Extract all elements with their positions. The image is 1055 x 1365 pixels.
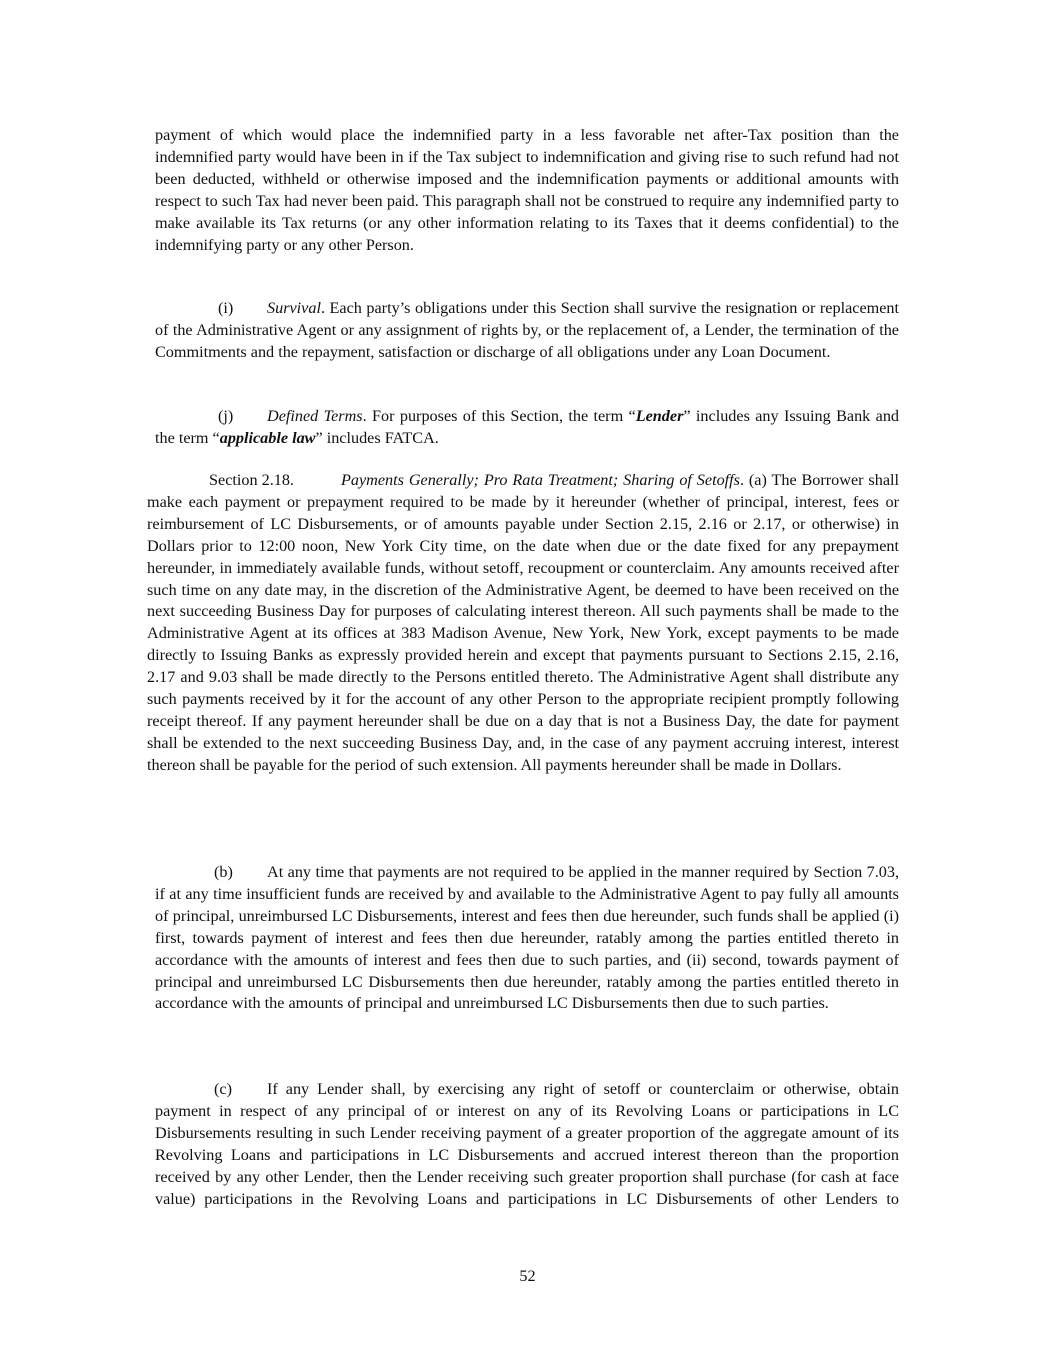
section-title: Payments Generally; Pro Rata Treatment; Sharing of Setoffs <box>341 471 740 489</box>
paragraph-heading: Defined Terms <box>267 407 363 425</box>
paragraph-text: If any Lender shall, by exercising any right of setoff or counterclaim or otherwise, obtain payment in respect of any principal of or interest on any of its Revolving Loans or participations in LC Disbursements resulting in such Lender receiving payment of a greater proportion of the aggregate amount of its Revolving Loans and participations in LC Disbursements and accrued interest thereon than the proportion received by any other Lender, then the Lender receiving such greater proportion shall purchase (for cash at face value) participations in the Revolving Loans and participations in LC Disbursements of other Lenders to <box>155 1080 899 1208</box>
defined-term-applicable-law: applicable law <box>219 428 316 447</box>
paragraph-i: (i) Survival. Each party’s obligations under this Section shall survive the resignation or replacement of the Administrative Agent or any assignment of rights by, or the replacement of, a Lender, the termination of the Commitments and the repayment, satisfaction or discharge of all obligations under any Loan Document. <box>155 299 899 361</box>
paragraph-number: (i) <box>218 299 234 317</box>
paragraph-number: (b) <box>214 863 233 881</box>
section-2-18: Section 2.18. Payments Generally; Pro Rata Treatment; Sharing of Setoffs. (a) The Borrower shall make each payment or prepayment required to be made by it hereunder (whether of principal, interest, fees or reimbursement of LC Disbursements, or of amounts payable under Section 2.15, 2.16 or 2.17, or otherwise) in Dollars prior to 12:00 noon, New York City time, on the date when due or the date fixed for any prepayment hereunder, in immediately available funds, without setoff, recoupment or counterclaim. Any amounts received after such time on any date may, in the discretion of the Administrative Agent, be deemed to have been received on the next succeeding Business Day for purposes of calculating interest thereon. All such payments shall be made to the Administrative Agent at its offices at 383 Madison Avenue, New York, New York, except payments to be made directly to Issuing Banks as expressly provided herein and except that payments pursuant to Sections 2.15, 2.16, 2.17 and 9.03 shall be made directly to the Persons entitled thereto. The Administrative Agent shall distribute any such payments received by it for the account of any other Person to the appropriate recipient promptly following receipt thereof. If any payment hereunder shall be due on a day that is not a Business Day, the date for payment shall be extended to the next succeeding Business Day, and, in the case of any payment accruing interest, interest thereon shall be payable for the period of such extension. All payments hereunder shall be made in Dollars. <box>147 471 899 774</box>
paragraph-number: (j) <box>218 407 234 425</box>
section-text: (a) The Borrower shall make each payment or prepayment required to be made by it hereunder (whether of principal, interest, fees or reimbursement of LC Disbursements, or of amounts payable under Section 2.15, 2.16 or 2.17, or otherwise) in Dollars prior to 12:00 noon, New York City time, on the date when due or the date fixed for any prepayment hereunder, in immediately available funds, without setoff, recoupment or counterclaim. Any amounts received after such time on any date may, in the discretion of the Administrative Agent, be deemed to have been received on the next succeeding Business Day for purposes of calculating interest thereon. All such payments shall be made to the Administrative Agent at its offices at 383 Madison Avenue, New York, New York, except payments to be made directly to Issuing Banks as expressly provided herein and except that payments pursuant to Sections 2.15, 2.16, 2.17 and 9.03 shall be made directly to the Persons entitled thereto. The Administrative Agent shall distribute any such payments received by it for the account of any other Person to the appropriate recipient promptly following receipt thereof. If any payment hereunder shall be due on a day that is not a Business Day, the date for payment shall be extended to the next succeeding Business Day, and, in the case of any payment accruing interest, interest thereon shall be payable for the period of such extension. All payments hereunder shall be made in Dollars. <box>147 471 899 774</box>
page-number: 52 <box>519 1267 536 1285</box>
paragraph-heading: Survival <box>267 299 321 317</box>
defined-term-lender: Lender <box>635 407 684 425</box>
paragraph-text: Each party’s obligations under this Section shall survive the resignation or replacement of the Administrative Agent or any assignment of rights by, or the replacement of, a Lender, the termination of the Commitments and the repayment, satisfaction or discharge of all obligations under any Loan Document. <box>155 299 899 361</box>
paragraph-j: (j) Defined Terms. For purposes of this Section, the term “Lender” includes any Issuing Bank and the term “applicable law” includes FATCA. <box>155 407 900 447</box>
paragraph-b <box>155 862 899 1015</box>
paragraph-h-continuation <box>155 125 899 256</box>
paragraph-c <box>155 1079 899 1210</box>
paragraph-text: At any time that payments are not required to be applied in the manner required by Section 7.03, if at any time insufficient funds are received by and available to the Administrative Agent to pay fully all amounts of principal, unreimbursed LC Disbursements, interest and fees then due hereunder, such funds shall be applied (i) first, towards payment of interest and fees then due hereunder, ratably among the parties entitled thereto in accordance with the amounts of interest and fees then due to such parties, and (ii) second, towards payment of principal and unreimbursed LC Disbursements then due hereunder, ratably among the parties entitled thereto in accordance with the amounts of principal and unreimbursed LC Disbursements then due to such parties. <box>155 863 899 1013</box>
paragraph-text: payment of which would place the indemnified party in a less favorable net after-Tax position than the indemnified party would have been in if the Tax subject to indemnification and giving rise to such refund had not been deducted, withheld or otherwise imposed and the indemnification payments or additional amounts with respect to such Tax had never been paid. This paragraph shall not be construed to require any indemnified party to make available its Tax returns (or any other information relating to its Taxes that it deems confidential) to the indemnifying party or any other Person. <box>155 126 899 254</box>
section-number: Section 2.18. <box>209 471 294 489</box>
paragraph-number: (c) <box>214 1080 232 1098</box>
